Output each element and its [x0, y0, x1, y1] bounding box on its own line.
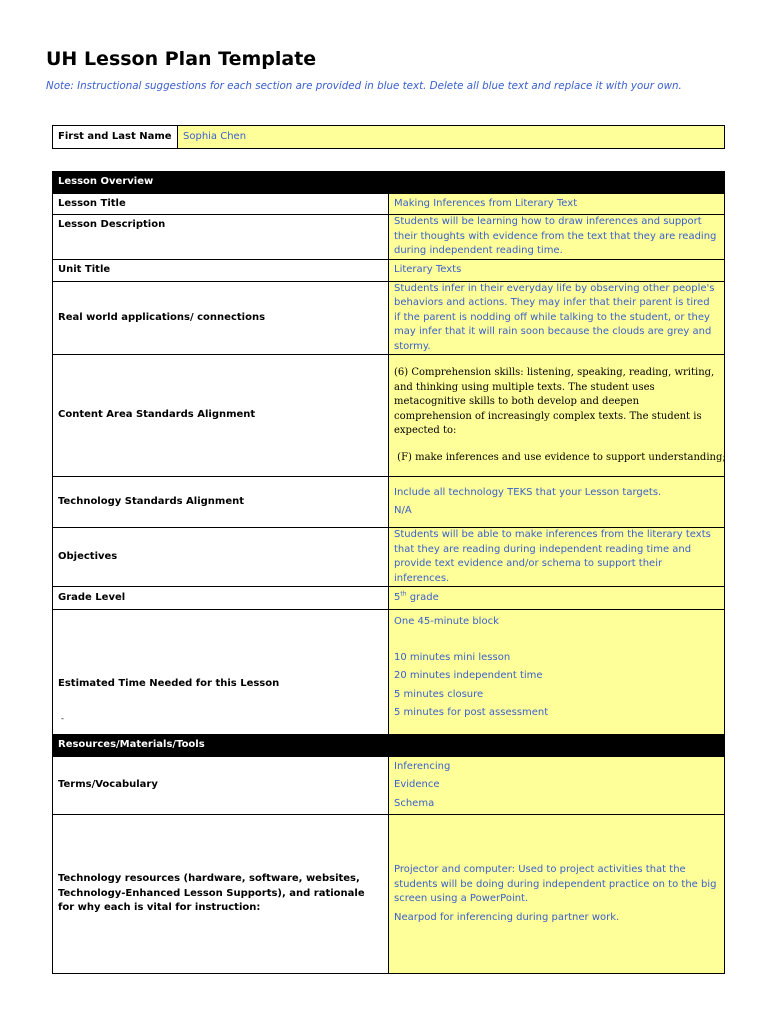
time-item: 5 minutes for post assessment [394, 706, 549, 718]
real-world-value[interactable]: Students infer in their everyday life by observing other people's behaviors and actions. They may infer that their parent is tired if the parent is nodding off while talking to the student, or they may infer that it will rain soon because the clouds are grey and stormy. [389, 281, 725, 355]
name-table [52, 125, 725, 149]
grade-level-value[interactable] [389, 587, 725, 610]
time-item: 5 minutes closure [394, 688, 484, 700]
tech-resources-label: Technology resources (hardware, software, websites, Technology-Enhanced Lesson Supports), and rationale for why each is vital for instruction: [53, 815, 389, 974]
grade-word: grade [406, 591, 439, 603]
resources-header: Resources/Materials/Tools [53, 735, 725, 757]
name-label: First and Last Name [53, 126, 178, 149]
time-line-1: One 45-minute block [394, 616, 499, 627]
tech-standards-label: Technology Standards Alignment [53, 477, 389, 528]
term-item: Evidence [394, 779, 440, 791]
lesson-description-value[interactable]: Students will be learning how to draw inferences and support their thoughts with evidence from the text that they are reading during independent reading time. [389, 215, 725, 260]
unit-title-label: Unit Title [53, 259, 389, 281]
lesson-description-label: Lesson Description [53, 215, 389, 260]
terms-label: Terms/Vocabulary [53, 757, 389, 815]
terms-value[interactable] [389, 757, 725, 815]
tech-standards-line-1: Include all technology TEKS that your Lesson targets. [394, 487, 662, 498]
resources-table [52, 734, 725, 974]
tech-resources-value[interactable] [389, 815, 725, 974]
lesson-overview-table [52, 171, 725, 759]
standards-label: Content Area Standards Alignment [53, 355, 389, 477]
tech-standards-value[interactable] [389, 477, 725, 528]
objectives-label: Objectives [53, 528, 389, 587]
standards-para-1: (6) Comprehension skills: listening, speaking, reading, writing, and thinking using multiple texts. The student uses metacognitive skills to both develop and deepen comprehension of increasingly complex texts. The student is expected to: [394, 367, 715, 436]
lesson-overview-header: Lesson Overview [53, 172, 725, 194]
tech-standards-line-2: N/A [394, 505, 412, 516]
time-item: 10 minutes mini lesson [394, 652, 511, 664]
grade-suffix: th [400, 590, 407, 598]
lesson-title-label: Lesson Title [53, 194, 389, 215]
document-title: UH Lesson Plan Template [46, 48, 317, 70]
objectives-value[interactable]: Students will be able to make inferences from the literary texts that they are reading during independent reading time and provide text evidence and/or schema to support their inferences. [389, 528, 725, 587]
separator-dash: - [61, 714, 64, 723]
standards-para-2: (F) make inferences and use evidence to support understanding; [394, 451, 726, 463]
name-value[interactable]: Sophia Chen [178, 126, 725, 149]
unit-title-value[interactable]: Literary Texts [389, 259, 725, 281]
tech-resources-para-2: Nearpod for inferencing during partner work. [394, 911, 620, 923]
real-world-label: Real world applications/ connections [53, 281, 389, 355]
term-item: Schema [394, 797, 435, 809]
estimated-time-label: Estimated Time Needed for this Lesson [53, 610, 389, 759]
lesson-title-value[interactable]: Making Inferences from Literary Text [389, 194, 725, 215]
time-item: 20 minutes independent time [394, 670, 543, 682]
instruction-note: Note: Instructional suggestions for each section are provided in blue text. Delete all blue text and replace it with your own. [46, 80, 682, 92]
standards-value[interactable] [389, 355, 725, 477]
grade-level-label: Grade Level [53, 587, 389, 610]
grade-number: 5 [394, 591, 401, 603]
tech-resources-para-1: Projector and computer: Used to project activities that the students will be doing during independent practice on to the big screen using a PowerPoint. [394, 864, 717, 904]
term-item: Inferencing [394, 761, 451, 773]
